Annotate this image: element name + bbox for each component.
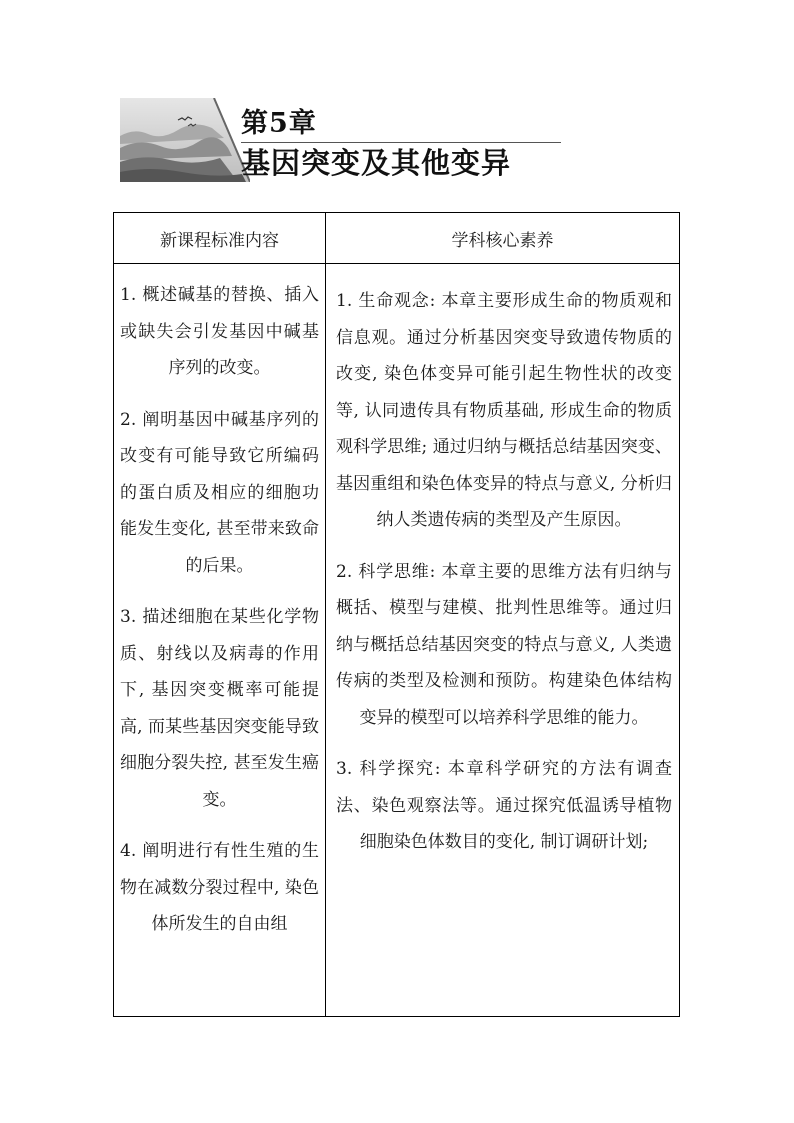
chapter-number: 第5章 — [241, 108, 317, 139]
competency-item: 3. 科学探究: 本章科学研究的方法有调查法、染色观察法等。通过探究低温诱导植物细胞染色体数目的变化, 制订调研计划; — [336, 759, 672, 852]
title-divider — [241, 142, 561, 143]
standard-item: 4. 阐明进行有性生殖的生物在减数分裂过程中, 染色体所发生的自由组 — [120, 841, 319, 934]
competencies-column — [336, 283, 672, 876]
competency-item: 2. 科学思维: 本章主要的思维方法有归纳与概括、模型与建模、批判性思维等。通过归纳与概括总结基因突变的特点与意义, 人类遗传病的类型及检测和预防。构建染色体结构变异的模型可以培养科学思维的能力。 — [336, 561, 672, 728]
landscape-banner-image — [120, 98, 250, 182]
header-competencies: 学科核心素养 — [451, 230, 554, 251]
header-divider — [114, 263, 679, 264]
column-divider — [325, 213, 326, 1016]
header-standards: 新课程标准内容 — [160, 230, 279, 251]
standards-column — [120, 277, 319, 958]
standard-item: 1. 概述碱基的替换、插入或缺失会引发基因中碱基序列的改变。 — [120, 285, 319, 378]
standard-item: 3. 描述细胞在某些化学物质、射线以及病毒的作用下, 基因突变概率可能提高, 而某些基因突变能导致细胞分裂失控, 甚至发生癌变。 — [120, 607, 319, 810]
standard-item: 2. 阐明基因中碱基序列的改变有可能导致它所编码的蛋白质及相应的细胞功能发生变化, 甚至带来致命的后果。 — [120, 409, 319, 576]
curriculum-table — [113, 212, 680, 1017]
chapter-title: 基因突变及其他变异 — [241, 146, 512, 180]
competency-item: 1. 生命观念: 本章主要形成生命的物质观和信息观。通过分析基因突变导致遗传物质的改变, 染色体变异可能引起生物性状的改变等, 认同遗传具有物质基础, 形成生命的物质观科学思维; 通过归纳与概括总结基因突变、基因重组和染色体变异的特点与意义, 分析归纳人类遗传病的类型及产生原因。 — [336, 291, 672, 530]
